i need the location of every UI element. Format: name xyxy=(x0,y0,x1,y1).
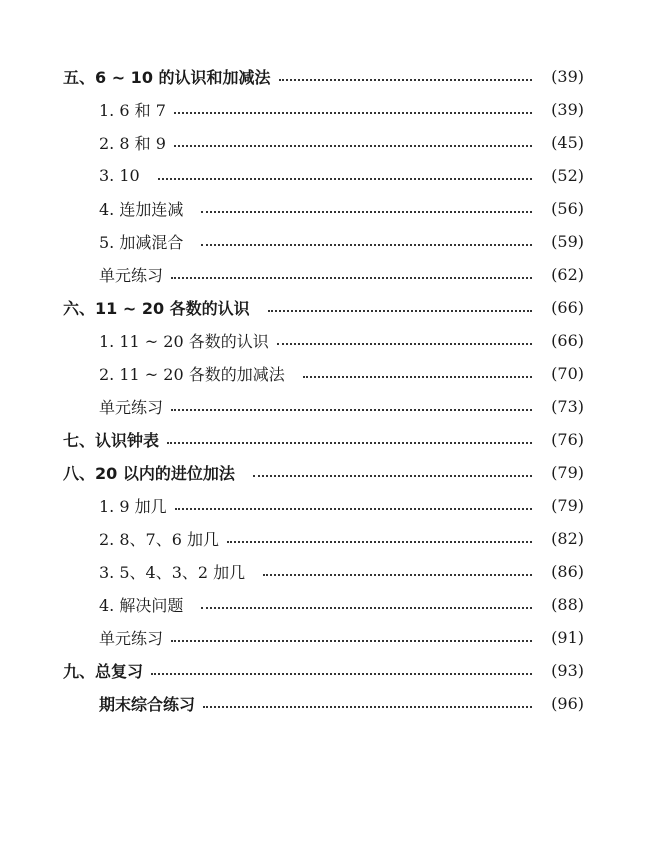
dot-leader xyxy=(203,706,532,708)
toc-entry-title: 2. 8、7、6 加几 xyxy=(99,530,219,549)
toc-page-number: (73) xyxy=(551,397,584,416)
toc-section[interactable] xyxy=(0,192,650,225)
dot-leader xyxy=(253,475,532,477)
toc-section[interactable] xyxy=(0,588,650,621)
toc-chapter-5[interactable] xyxy=(0,60,650,93)
toc-final-exercise[interactable] xyxy=(0,687,650,720)
toc-page-number: (59) xyxy=(551,232,584,251)
toc-entry-title: 单元练习 xyxy=(99,398,164,417)
dot-leader xyxy=(277,343,532,345)
dot-leader xyxy=(227,541,532,543)
toc-entry-title: 2. 11 ~ 20 各数的加减法 xyxy=(99,365,285,384)
dot-leader xyxy=(175,508,532,510)
toc-section[interactable] xyxy=(0,324,650,357)
toc-entry-title: 八、20 以内的进位加法 xyxy=(63,464,235,483)
toc-entry-title: 5. 加减混合 xyxy=(99,233,184,252)
toc-entry-title: 1. 6 和 7 xyxy=(99,101,166,120)
toc-page-number: (39) xyxy=(551,67,584,86)
dot-leader xyxy=(171,409,532,411)
toc-section[interactable] xyxy=(0,489,650,522)
toc-page-number: (62) xyxy=(551,265,584,284)
toc-page-number: (96) xyxy=(551,694,584,713)
toc-section[interactable] xyxy=(0,225,650,258)
toc-section[interactable] xyxy=(0,522,650,555)
toc-entry-title: 单元练习 xyxy=(99,266,164,285)
toc-section[interactable] xyxy=(0,258,650,291)
dot-leader xyxy=(174,112,532,114)
toc-entry-title: 五、6 ~ 10 的认识和加减法 xyxy=(63,68,271,87)
dot-leader xyxy=(201,244,532,246)
toc-section[interactable] xyxy=(0,390,650,423)
dot-leader xyxy=(201,607,532,609)
dot-leader xyxy=(279,79,532,81)
toc-page-number: (79) xyxy=(551,463,584,482)
toc-page-number: (82) xyxy=(551,529,584,548)
dot-leader xyxy=(151,673,532,675)
toc-section[interactable] xyxy=(0,93,650,126)
toc-page-number: (56) xyxy=(551,199,584,218)
dot-leader xyxy=(303,376,532,378)
table-of-contents xyxy=(0,60,650,720)
toc-chapter-8[interactable] xyxy=(0,456,650,489)
toc-section[interactable] xyxy=(0,621,650,654)
dot-leader xyxy=(201,211,532,213)
toc-section[interactable] xyxy=(0,555,650,588)
toc-entry-title: 3. 10 xyxy=(99,166,140,185)
toc-entry-title: 4. 连加连减 xyxy=(99,200,184,219)
toc-page-number: (70) xyxy=(551,364,584,383)
toc-entry-title: 期末综合练习 xyxy=(99,695,196,714)
dot-leader xyxy=(174,145,532,147)
toc-page-number: (52) xyxy=(551,166,584,185)
toc-page-number: (66) xyxy=(551,298,584,317)
dot-leader xyxy=(263,574,532,576)
toc-page-number: (88) xyxy=(551,595,584,614)
toc-entry-title: 1. 11 ~ 20 各数的认识 xyxy=(99,332,269,351)
toc-section[interactable] xyxy=(0,126,650,159)
toc-page-number: (39) xyxy=(551,100,584,119)
toc-entry-title: 1. 9 加几 xyxy=(99,497,167,516)
dot-leader xyxy=(167,442,532,444)
dot-leader xyxy=(171,277,532,279)
toc-chapter-6[interactable] xyxy=(0,291,650,324)
toc-entry-title: 4. 解决问题 xyxy=(99,596,184,615)
toc-entry-title: 2. 8 和 9 xyxy=(99,134,166,153)
dot-leader xyxy=(268,310,532,312)
toc-page-number: (86) xyxy=(551,562,584,581)
toc-page-number: (45) xyxy=(551,133,584,152)
dot-leader xyxy=(158,178,532,180)
toc-page-number: (91) xyxy=(551,628,584,647)
toc-section[interactable] xyxy=(0,357,650,390)
toc-chapter-9[interactable] xyxy=(0,654,650,687)
toc-entry-title: 七、认识钟表 xyxy=(63,431,160,450)
toc-chapter-7[interactable] xyxy=(0,423,650,456)
toc-entry-title: 单元练习 xyxy=(99,629,164,648)
dot-leader xyxy=(171,640,532,642)
toc-page-number: (66) xyxy=(551,331,584,350)
toc-page-number: (76) xyxy=(551,430,584,449)
toc-entry-title: 九、总复习 xyxy=(63,662,144,681)
toc-entry-title: 3. 5、4、3、2 加几 xyxy=(99,563,246,582)
toc-page-number: (93) xyxy=(551,661,584,680)
toc-section[interactable] xyxy=(0,159,650,192)
toc-entry-title: 六、11 ~ 20 各数的认识 xyxy=(63,299,250,318)
toc-page-number: (79) xyxy=(551,496,584,515)
